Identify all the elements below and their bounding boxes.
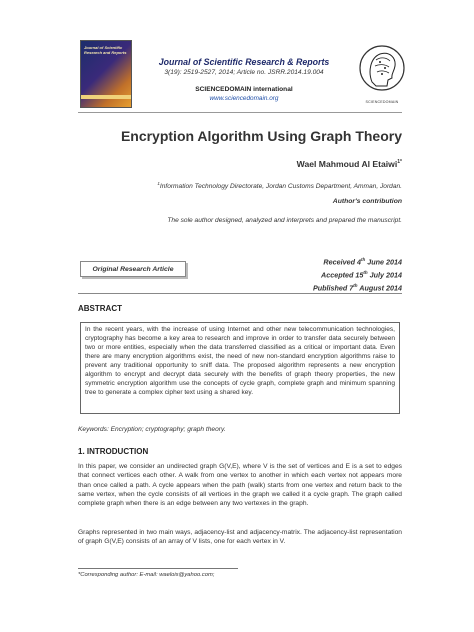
received-sup: th bbox=[360, 257, 366, 262]
received-date bbox=[250, 255, 402, 268]
intro-paragraph-1 bbox=[78, 462, 402, 508]
article-type-box bbox=[80, 261, 186, 277]
accepted-prefix: Accepted 15 bbox=[321, 270, 364, 280]
published-sup: th bbox=[353, 282, 358, 288]
intro-paragraph-2 bbox=[78, 528, 402, 547]
affiliation-superscript: 1 bbox=[157, 181, 160, 186]
author-superscript: 1* bbox=[397, 159, 402, 166]
intro-paragraph-1-text: In this paper, we consider an undirected graph G(V,E), where V is the set of vertices and E is a set to edges that connect vertices each other. A walk from one vertex to another in which each vertex not appears more than once called a path. A cycle appears when the path (walk) starts from one vertex and return back to the same vertex, when the cycle consists of all vertices in the graph we called it a cycle graph. The graph called complete graph when there is an edge between any two vertexes in the graph. bbox=[78, 463, 402, 508]
header-divider bbox=[78, 112, 402, 113]
corresponding-author-footnote: *Corresponding author: E-mail: waelois@yahoo.com; bbox=[78, 572, 215, 578]
keywords-line: Keywords: Encryption; cryptography; graph theory. bbox=[78, 426, 226, 433]
abstract-box bbox=[80, 322, 400, 414]
cover-title: Journal of Scientific Research and Reports bbox=[84, 45, 127, 55]
publisher-website-link[interactable]: www.sciencedomain.org bbox=[209, 95, 279, 102]
journal-name: Journal of Scientific Research & Reports bbox=[158, 57, 330, 67]
sciencedomain-logo-icon bbox=[358, 42, 406, 100]
journal-citation: 3(19): 2519-2527, 2014; Article no. JSRR.2014.19.004 bbox=[164, 69, 324, 76]
publisher-name: SCIENCEDOMAIN international bbox=[195, 86, 293, 93]
footnote-divider bbox=[78, 568, 238, 569]
journal-cover-thumbnail bbox=[80, 40, 132, 108]
abstract-text: In the recent years, with the increase of using Internet and other new telecommunication technologies, cryptography has become a key area to research and improve in order to transfer data securely between two or more entities, especially when the data transferred classified as a critical or important data. Even there are many encryption algorithms exist, the need of new non-standard encryption algorithms raise to prevent any traditional opportunity to sniff data. The proposed algorithm represents a new encryption algorithm to encrypt and decrypt data securely with the benefits of graph theory properties, the new symmetric encryption algorithm use the concepts of cycle graph, complete graph and minimum spanning tree to generate a complex cipher text using a shared key. bbox=[85, 326, 395, 396]
accepted-sup: th bbox=[363, 269, 368, 275]
received-suffix: June 2014 bbox=[365, 257, 402, 267]
author-name: Wael Mahmoud Al Etaiwi bbox=[296, 159, 398, 169]
logo-caption: SCIENCEDOMAIN bbox=[365, 100, 399, 104]
published-suffix: August 2014 bbox=[357, 283, 402, 293]
publication-dates bbox=[250, 255, 402, 294]
accepted-date bbox=[250, 268, 402, 281]
published-date bbox=[250, 281, 402, 294]
intro-paragraph-2-text: Graphs represented in two main ways, adjacency-list and adjacency-matrix. The adjacency-list representation of graph G(V,E) consists of an array of V lists, one for each vertex in V. bbox=[78, 529, 402, 546]
cover-strip bbox=[81, 95, 131, 99]
affiliation-text: Information Technology Directorate, Jordan Customs Department, Amman, Jordan. bbox=[159, 183, 402, 191]
author-line bbox=[78, 159, 402, 169]
contribution-heading: Author's contribution bbox=[332, 198, 402, 205]
article-type-label: Original Research Article bbox=[92, 266, 174, 273]
published-prefix: Published 7 bbox=[312, 283, 354, 293]
affiliation-line bbox=[78, 181, 402, 190]
contribution-text: The sole author designed, analyzed and interprets and prepared the manuscript. bbox=[167, 217, 402, 224]
title-divider bbox=[78, 293, 402, 294]
received-prefix: Received 4 bbox=[323, 257, 361, 267]
section-heading-introduction: 1. INTRODUCTION bbox=[78, 447, 149, 456]
paper-title: Encryption Algorithm Using Graph Theory bbox=[120, 128, 402, 144]
abstract-heading: ABSTRACT bbox=[78, 304, 122, 313]
accepted-suffix: July 2014 bbox=[367, 270, 402, 280]
